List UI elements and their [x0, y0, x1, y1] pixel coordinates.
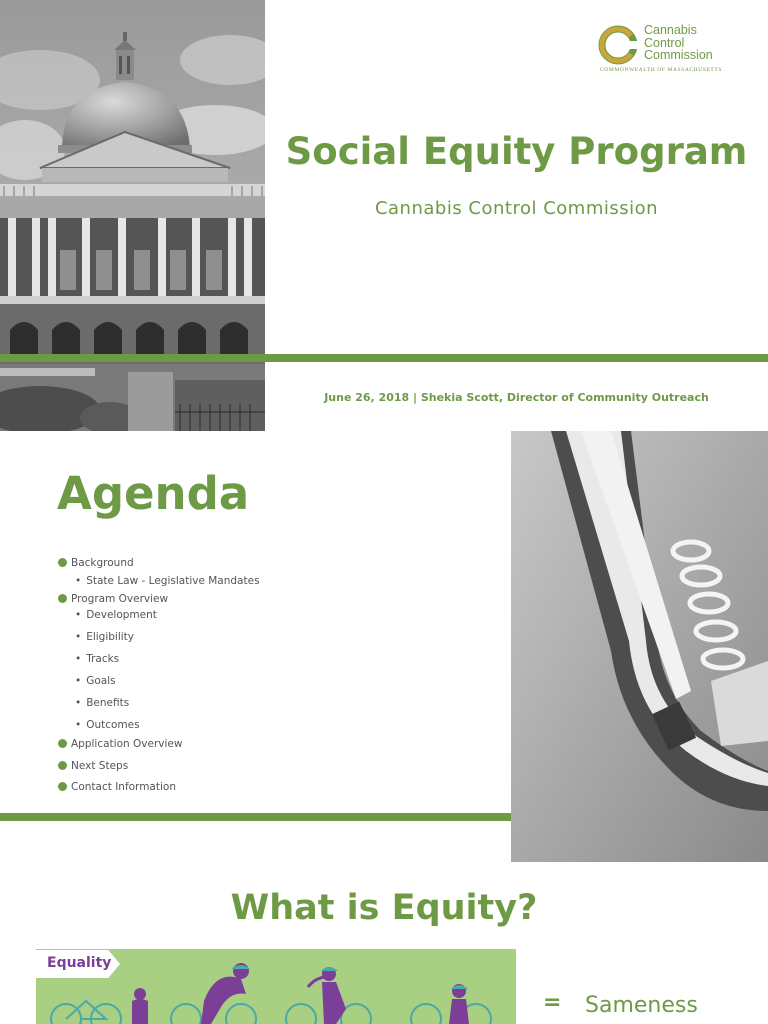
- agenda-item-background: Background: [58, 557, 134, 569]
- logo-line-2: Control: [644, 35, 685, 50]
- sameness-label: Sameness: [585, 993, 698, 1018]
- title-slide: [0, 0, 768, 431]
- agenda-subitem-tracks: • Tracks: [75, 653, 119, 665]
- slide-subtitle: Cannabis Control Commission: [374, 198, 659, 219]
- agenda-item-next-steps: Next Steps: [58, 760, 128, 772]
- agenda-subitem-benefits: • Benefits: [75, 697, 129, 709]
- logo-subtitle: COMMONWEALTH OF MASSACHUSETTS: [600, 67, 723, 73]
- logo-line-3: Commission: [644, 48, 713, 62]
- agenda-list: [58, 557, 498, 807]
- equals-sign: =: [543, 990, 562, 1015]
- agenda-subitem-development: • Development: [75, 609, 157, 621]
- equality-label: Equality: [47, 955, 112, 971]
- slide-title: Social Equity Program: [285, 130, 748, 173]
- rider-icon: [171, 963, 256, 1024]
- agenda-subitem-state-law: • State Law - Legislative Mandates: [75, 575, 260, 587]
- equality-illustration: [36, 949, 516, 1024]
- agenda-subitem-goals: • Goals: [75, 675, 116, 687]
- green-divider: [0, 354, 768, 362]
- rider-icon: [51, 988, 148, 1024]
- agenda-item-application-overview: Application Overview: [58, 738, 182, 750]
- cannabis-control-commission-logo: [598, 24, 748, 74]
- equity-title: What is Equity?: [230, 888, 538, 928]
- rider-icon: [411, 984, 491, 1024]
- agenda-subitem-eligibility: • Eligibility: [75, 631, 134, 643]
- agenda-item-program-overview: Program Overview: [58, 593, 168, 605]
- rider-icon: [286, 967, 371, 1024]
- agenda-title: Agenda: [57, 467, 250, 520]
- state-house-photo: [0, 0, 265, 431]
- agenda-subitem-outcomes: • Outcomes: [75, 719, 140, 731]
- presentation-byline: June 26, 2018 | Shekia Scott, Director of Community Outreach: [324, 391, 709, 404]
- agenda-slide: [0, 431, 768, 862]
- ccc-logo-icon: [598, 24, 642, 66]
- agenda-item-contact-information: Contact Information: [58, 781, 176, 793]
- logo-line-1: Cannabis: [644, 23, 697, 37]
- notebook-photo: [511, 431, 768, 862]
- what-is-equity-slide: [0, 862, 768, 1024]
- green-divider: [0, 813, 511, 821]
